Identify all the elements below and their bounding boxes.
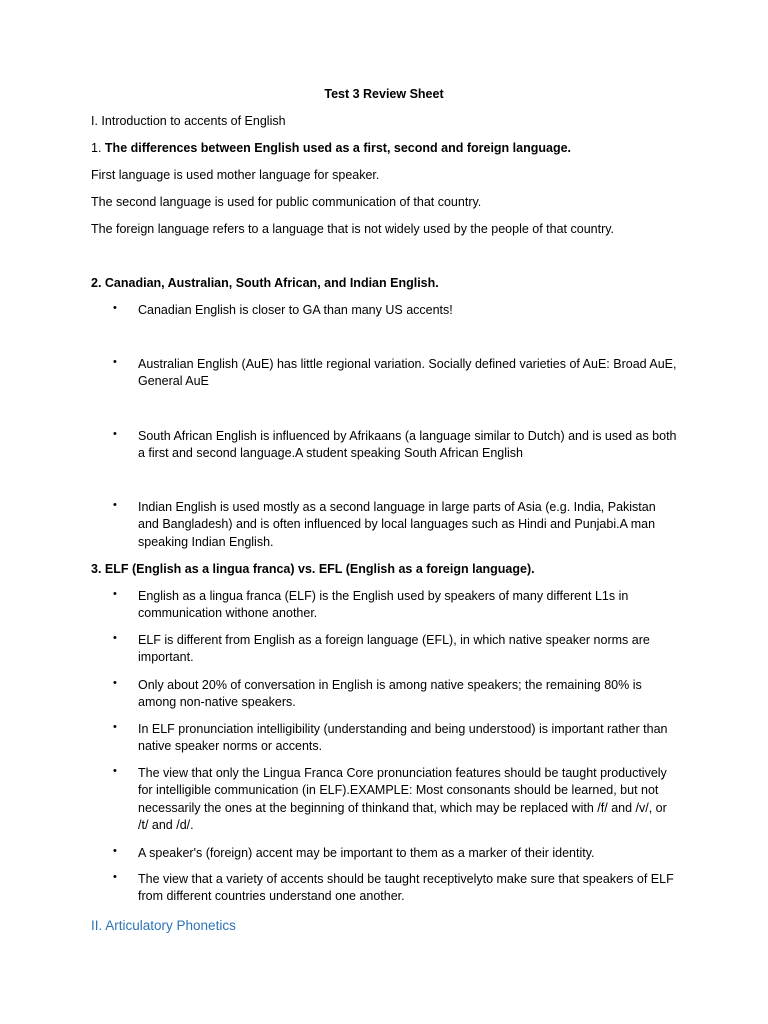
paragraph-second-language: The second language is used for public communication of that country. xyxy=(91,195,482,209)
bullet-icon: • xyxy=(113,721,117,733)
question-1-text: The differences between English used as a first, second and foreign language. xyxy=(104,141,571,155)
paragraph-first-language: First language is used mother language for speaker. xyxy=(91,168,380,182)
question-1-number: 1. xyxy=(91,141,102,155)
list-item-text: In ELF pronunciation intelligibility (understanding and being understood) is important rather than native speaker norms or accents. xyxy=(138,722,668,754)
bullet-icon: • xyxy=(113,302,117,314)
bullet-icon: • xyxy=(113,765,117,777)
bullet-icon: • xyxy=(113,845,117,857)
bullet-icon: • xyxy=(113,428,117,440)
bullet-icon: • xyxy=(113,677,117,689)
page-title: Test 3 Review Sheet xyxy=(324,87,444,101)
list-item-text: Indian English is used mostly as a second language in large parts of Asia (e.g. India, Pakistan and Bangladesh) and is often influenced by local languages such as Hindi and Punjabi.A man speaking Indian English. xyxy=(138,500,656,549)
bullet-icon: • xyxy=(113,871,117,883)
list-item-text: The view that a variety of accents should be taught receptivelyto make sure that speakers of ELF from different countries understand one another. xyxy=(138,872,674,904)
question-3-heading: 3. ELF (English as a lingua franca) vs. EFL (English as a foreign language). xyxy=(91,562,535,576)
list-item-text: Australian English (AuE) has little regional variation. Socially defined varieties of AuE: Broad AuE, General AuE xyxy=(138,357,677,389)
list-item-text: ELF is different from English as a foreign language (EFL), in which native speaker norms are important. xyxy=(138,633,650,665)
list-item-text: English as a lingua franca (ELF) is the English used by speakers of many different L1s in communication withone another. xyxy=(138,589,629,621)
list-item-text: Canadian English is closer to GA than many US accents! xyxy=(138,303,453,317)
bullet-icon: • xyxy=(113,588,117,600)
section-heading-articulatory-phonetics: II. Articulatory Phonetics xyxy=(91,918,236,933)
list-item-text: Only about 20% of conversation in English is among native speakers; the remaining 80% is among non-native speakers. xyxy=(138,678,642,710)
list-item-text: The view that only the Lingua Franca Core pronunciation features should be taught productively for intelligible communication (in ELF).EXAMPLE: Most consonants should be learned, but not necessarily the ones at the beginning of thinkand that, which may be replaced with /f/ and /v/, or /t/ and /d/. xyxy=(138,766,667,833)
bullet-icon: • xyxy=(113,499,117,511)
bullet-icon: • xyxy=(113,632,117,644)
bullet-icon: • xyxy=(113,356,117,368)
question-2-heading: 2. Canadian, Australian, South African, and Indian English. xyxy=(91,276,439,290)
list-item-text: A speaker's (foreign) accent may be important to them as a marker of their identity. xyxy=(138,846,595,860)
question-1-heading xyxy=(91,140,571,157)
section-heading-intro: I. Introduction to accents of English xyxy=(91,114,286,128)
paragraph-foreign-language: The foreign language refers to a language that is not widely used by the people of that country. xyxy=(91,222,615,236)
list-item-text: South African English is influenced by Afrikaans (a language similar to Dutch) and is used as both a first and second language.A student speaking South African English xyxy=(138,429,677,461)
